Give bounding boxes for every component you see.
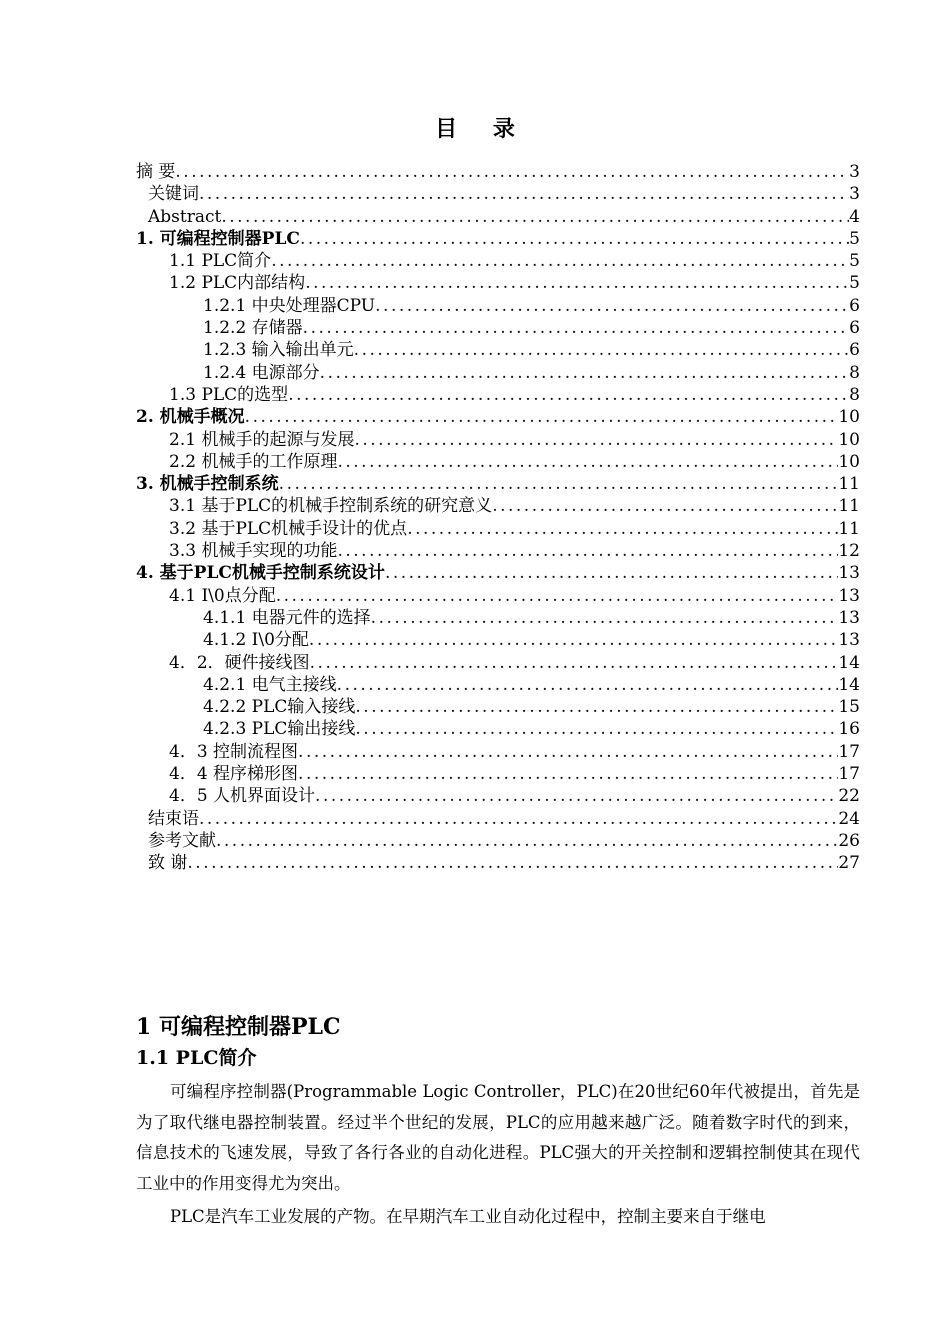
- toc-dot-leader: [305, 272, 849, 294]
- section-heading: 1.1 PLC简介: [136, 1047, 257, 1069]
- toc-entry-label: 4．2．硬件接线图: [169, 652, 310, 673]
- toc-dot-leader: [288, 384, 849, 406]
- toc-dot-leader: [320, 362, 850, 384]
- toc-entry-label: 2.1 机械手的起源与发展: [169, 429, 355, 450]
- toc-entry-label: 1.2.2 存储器: [203, 318, 303, 339]
- toc-dot-leader: [187, 852, 838, 874]
- toc-page-number: 13: [838, 630, 860, 651]
- toc-entry[interactable]: [136, 429, 860, 451]
- toc-dot-leader: [298, 741, 838, 763]
- toc-entry[interactable]: [136, 718, 860, 740]
- toc-entry-label: 1.2 PLC内部结构: [169, 273, 306, 294]
- toc-entry[interactable]: [136, 183, 860, 205]
- toc-dot-leader: [354, 429, 838, 451]
- toc-entry[interactable]: [136, 562, 860, 584]
- toc-entry-label: 结束语: [148, 808, 199, 829]
- toc-entry-label: 4.1 I\0点分配: [169, 585, 276, 606]
- toc-entry-label: 3.3 机械手实现的功能: [169, 541, 338, 562]
- toc-dot-leader: [279, 473, 839, 495]
- toc-entry[interactable]: [136, 808, 860, 830]
- toc-entry-label: 4．3 控制流程图: [169, 741, 299, 762]
- toc-entry[interactable]: [136, 763, 860, 785]
- toc-entry-label: 参考文献: [148, 830, 216, 851]
- toc-dot-leader: [407, 518, 838, 540]
- toc-entry-label: 4.2.3 PLC输出接线: [203, 719, 356, 740]
- table-of-contents: [136, 161, 860, 875]
- toc-entry-label: 1.3 PLC的选型: [169, 384, 289, 405]
- toc-dot-leader: [355, 696, 838, 718]
- toc-dot-leader: [492, 495, 838, 517]
- toc-entry[interactable]: [136, 785, 860, 807]
- toc-entry-label: 4．4 程序梯形图: [169, 764, 299, 785]
- toc-dot-leader: [337, 540, 838, 562]
- chapter-heading: 1 可编程控制器PLC: [136, 1014, 341, 1040]
- toc-dot-leader: [315, 785, 838, 807]
- toc-entry[interactable]: [136, 206, 860, 228]
- paragraph: 可编程序控制器(Programmable Logic Controller，PLC)在20世纪60年代被提出，首先是为了取代继电器控制装置。经过半个世纪的发展，PLC的应用越来越广泛。随着数字时代的到来，信息技术的飞速发展，导致了各行各业的自动化进程。PLC强大的开关控制和逻辑控制使其在现代工业中的作用变得尤为突出。: [136, 1082, 860, 1193]
- toc-page-number: 11: [838, 474, 860, 495]
- toc-entry[interactable]: [136, 495, 860, 517]
- toc-entry-label: 4. 基于PLC机械手控制系统设计: [136, 563, 385, 584]
- toc-dot-leader: [271, 250, 849, 272]
- toc-page-number: 13: [838, 585, 860, 606]
- toc-entry[interactable]: [136, 518, 860, 540]
- toc-entry-label: 4.2.1 电气主接线: [203, 674, 337, 695]
- toc-page-number: 17: [838, 764, 860, 785]
- toc-entry-label: 1. 可编程控制器PLC: [136, 228, 300, 249]
- toc-entry-label: Abstract: [148, 206, 222, 227]
- toc-entry[interactable]: [136, 540, 860, 562]
- toc-dot-leader: [303, 317, 850, 339]
- toc-entry-label: 1.2.3 输入输出单元: [203, 340, 354, 361]
- toc-entry-label: 4.1.2 I\0分配: [203, 630, 309, 651]
- toc-page-number: 14: [838, 674, 860, 695]
- toc-dot-leader: [300, 228, 849, 250]
- toc-page-number: 11: [838, 496, 860, 517]
- toc-page-number: 3: [849, 184, 860, 205]
- toc-entry[interactable]: [136, 852, 860, 874]
- toc-entry-label: 4.2.2 PLC输入接线: [203, 697, 356, 718]
- toc-dot-leader: [199, 808, 838, 830]
- toc-entry-label: 4.1.1 电器元件的选择: [203, 607, 371, 628]
- toc-entry[interactable]: [136, 741, 860, 763]
- toc-entry-label: 3. 机械手控制系统: [136, 474, 279, 495]
- toc-entry[interactable]: [136, 607, 860, 629]
- toc-dot-leader: [355, 718, 838, 740]
- toc-dot-leader: [175, 161, 849, 183]
- toc-dot-leader: [354, 339, 850, 361]
- toc-title: 目 录: [435, 116, 529, 142]
- toc-entry[interactable]: [136, 406, 860, 428]
- toc-page-number: 4: [849, 206, 860, 227]
- toc-entry[interactable]: [136, 272, 860, 294]
- toc-page-number: 13: [838, 563, 860, 584]
- toc-entry[interactable]: [136, 629, 860, 651]
- toc-entry[interactable]: [136, 585, 860, 607]
- toc-dot-leader: [298, 763, 838, 785]
- toc-entry[interactable]: [136, 384, 860, 406]
- toc-page-number: 10: [838, 407, 860, 428]
- toc-dot-leader: [337, 451, 838, 473]
- toc-entry-label: 关键词: [148, 184, 199, 205]
- toc-entry-label: 1.2.1 中央处理器CPU: [203, 295, 376, 316]
- toc-entry-label: 4．5 人机界面设计: [169, 786, 316, 807]
- toc-entry[interactable]: [136, 161, 860, 183]
- toc-page-number: 5: [849, 228, 860, 249]
- toc-page-number: 11: [838, 518, 860, 539]
- toc-dot-leader: [371, 607, 839, 629]
- toc-page-number: 26: [838, 830, 860, 851]
- toc-entry-label: 3.1 基于PLC的机械手控制系统的研究意义: [169, 496, 493, 517]
- toc-page-number: 16: [838, 719, 860, 740]
- toc-entry[interactable]: [136, 652, 860, 674]
- toc-entry[interactable]: [136, 674, 860, 696]
- toc-page-number: 6: [849, 295, 860, 316]
- toc-page-number: 3: [849, 162, 860, 182]
- toc-page-number: 6: [849, 340, 860, 361]
- toc-dot-leader: [216, 830, 838, 852]
- toc-page-number: 14: [838, 652, 860, 673]
- toc-dot-leader: [309, 629, 838, 651]
- toc-entry[interactable]: [136, 317, 860, 339]
- toc-page-number: 27: [838, 853, 860, 874]
- toc-dot-leader: [385, 562, 838, 584]
- toc-page-number: 22: [838, 786, 860, 807]
- paragraph: PLC是汽车工业发展的产物。在早期汽车工业自动化过程中，控制主要来自于继电: [170, 1207, 766, 1226]
- toc-page-number: 15: [838, 697, 860, 718]
- toc-entry-label: 1.2.4 电源部分: [203, 362, 320, 383]
- toc-page-number: 13: [838, 607, 860, 628]
- toc-dot-leader: [310, 652, 839, 674]
- toc-page-number: 8: [849, 362, 860, 383]
- toc-entry[interactable]: [136, 473, 860, 495]
- toc-page-number: 6: [849, 318, 860, 339]
- toc-entry[interactable]: [136, 228, 860, 250]
- toc-entry-label: 致 谢: [148, 853, 188, 874]
- toc-dot-leader: [199, 183, 849, 205]
- toc-entry-label: 2.2 机械手的工作原理: [169, 451, 338, 472]
- toc-page-number: 5: [849, 251, 860, 272]
- toc-entry-label: 2. 机械手概况: [136, 407, 245, 428]
- body-text: [136, 1077, 860, 1236]
- toc-entry[interactable]: [136, 830, 860, 852]
- toc-entry-label: 1.1 PLC简介: [169, 251, 272, 272]
- toc-entry[interactable]: [136, 362, 860, 384]
- toc-entry[interactable]: [136, 339, 860, 361]
- toc-page-number: 24: [838, 808, 860, 829]
- toc-entry-label: 3.2 基于PLC机械手设计的优点: [169, 518, 408, 539]
- toc-page-number: 12: [838, 541, 860, 562]
- toc-page-number: 10: [838, 429, 860, 450]
- toc-entry[interactable]: [136, 451, 860, 473]
- toc-dot-leader: [337, 674, 839, 696]
- toc-entry[interactable]: [136, 295, 860, 317]
- toc-dot-leader: [276, 585, 839, 607]
- toc-dot-leader: [221, 206, 849, 228]
- toc-entry-label: 摘 要: [136, 162, 176, 182]
- toc-page-number: 8: [849, 384, 860, 405]
- toc-entry[interactable]: [136, 250, 860, 272]
- toc-entry[interactable]: [136, 696, 860, 718]
- toc-dot-leader: [245, 406, 839, 428]
- toc-dot-leader: [375, 295, 849, 317]
- toc-page-number: 5: [849, 273, 860, 294]
- toc-page-number: 17: [838, 741, 860, 762]
- toc-page-number: 10: [838, 451, 860, 472]
